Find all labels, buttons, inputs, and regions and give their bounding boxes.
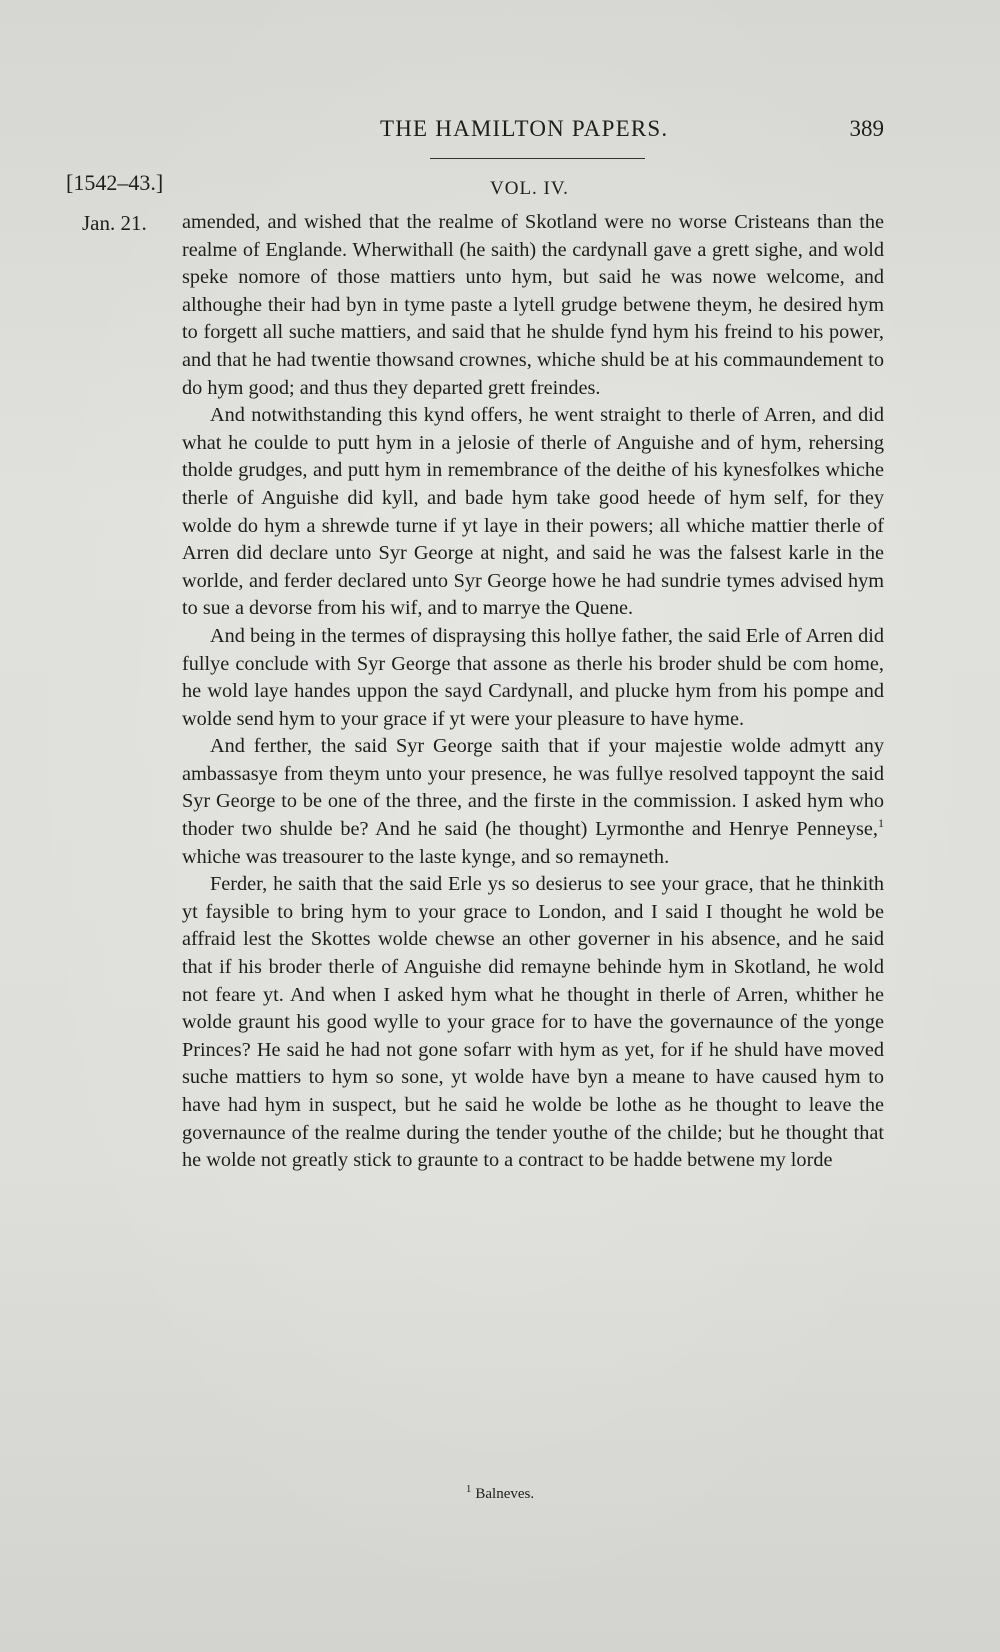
paragraph-4 [182, 733, 884, 871]
running-head [0, 116, 1000, 156]
footnote [0, 1483, 1000, 1503]
paragraph-4-text-a: And ferther, the said Syr George saith that if your majestie wolde admytt any ambassasye from theym unto your presence, he was fullye resolved tappoynt the said Syr George to be one of the three, and the firste in the commission. I asked hym who thoder two shulde be? And he said (he thought) Lyrmonthe and Henrye Penneyse, [182, 735, 884, 841]
header-rule [430, 158, 645, 159]
volume-label: VOL. IV. [490, 178, 569, 199]
page-number: 389 [849, 116, 884, 141]
footnote-mark: 1 [465, 1483, 472, 1495]
footnote-reference: 1 [878, 816, 884, 831]
paragraph-5: Ferder, he saith that the said Erle ys so desierus to see your grace, that he thinkith yt faysible to bring hym to your grace to London, and I said I thought he wold be affraid lest the Skottes wolde chewse an other governer in his absence, and he said that if his broder therle of Anguishe did remayne behinde hym in Skotland, he wold not feare yt. And when I asked hym what he thought in therle of Arren, whither he wolde graunt his good wylle to your grace for to have the governaunce of the yonge Princes? He said he had not gone sofarr with hym as yet, for if he shuld have moved suche mattiers to hym so sone, yt wolde have byn a meane to have caused hym to have had hym in suspect, but he said he wolde be lothe as he thought to leave the governaunce of the realme during the tender youthe of the childe; but he thought that he wolde not greatly stick to graunte to a contract to be hadde betwene my lorde [182, 873, 884, 1172]
paragraph-3: And being in the termes of dispraysing this hollye father, the said Erle of Arren did fullye conclude with Syr George that assone as therle his broder shuld be com home, he wold laye handes uppon the sayd Cardynall, and plucke hym from his pompe and wolde send hym to your grace if yt were your pleasure to have hyme. [182, 624, 884, 730]
margin-date: Jan. 21. [82, 211, 147, 235]
year-range: [1542–43.] [66, 170, 164, 195]
running-title: THE HAMILTON PAPERS. [380, 116, 669, 141]
footnote-text: Balneves. [475, 1486, 535, 1502]
paragraph-1: amended, and wished that the realme of Skotland were no worse Cristeans than the realme of Englande. Wherwithall (he saith) the cardynall gave a grett sighe, and wold speke nomore of those mattiers unto hym, but said he was nowe welcome, and althoughe their had byn in tyme paste a lytell grudge betwene theym, he desired hym to forgett all suche mattiers, and said that he shulde fynd hym his freind to his power, and that he had twentie thowsand crownes, whiche shuld be at his commaundement to do hym good; and thus they departed grett freindes. [182, 211, 884, 399]
body-text [182, 209, 884, 1175]
paragraph-4-text-b: whiche was treasourer to the laste kynge, and so remayneth. [182, 845, 670, 868]
paragraph-2: And notwithstanding this kynd offers, he went straight to therle of Arren, and did what he coulde to putt hym in a jelosie of therle of Anguishe and of hym, rehersing tholde grudges, and putt hym in remembrance of the deithe of his kynesfolkes whiche therle of Anguishe did kyll, and bade hym take good heede of hym self, for they wolde do hym a shrewde turne if yt laye in their powers; all whiche mattier therle of Arren did declare unto Syr George at night, and said he was the falsest karle in the worlde, and ferder declared unto Syr George howe he had sundrie tymes advised hym to sue a devorse from his wif, and to marrye the Quene. [182, 404, 884, 620]
